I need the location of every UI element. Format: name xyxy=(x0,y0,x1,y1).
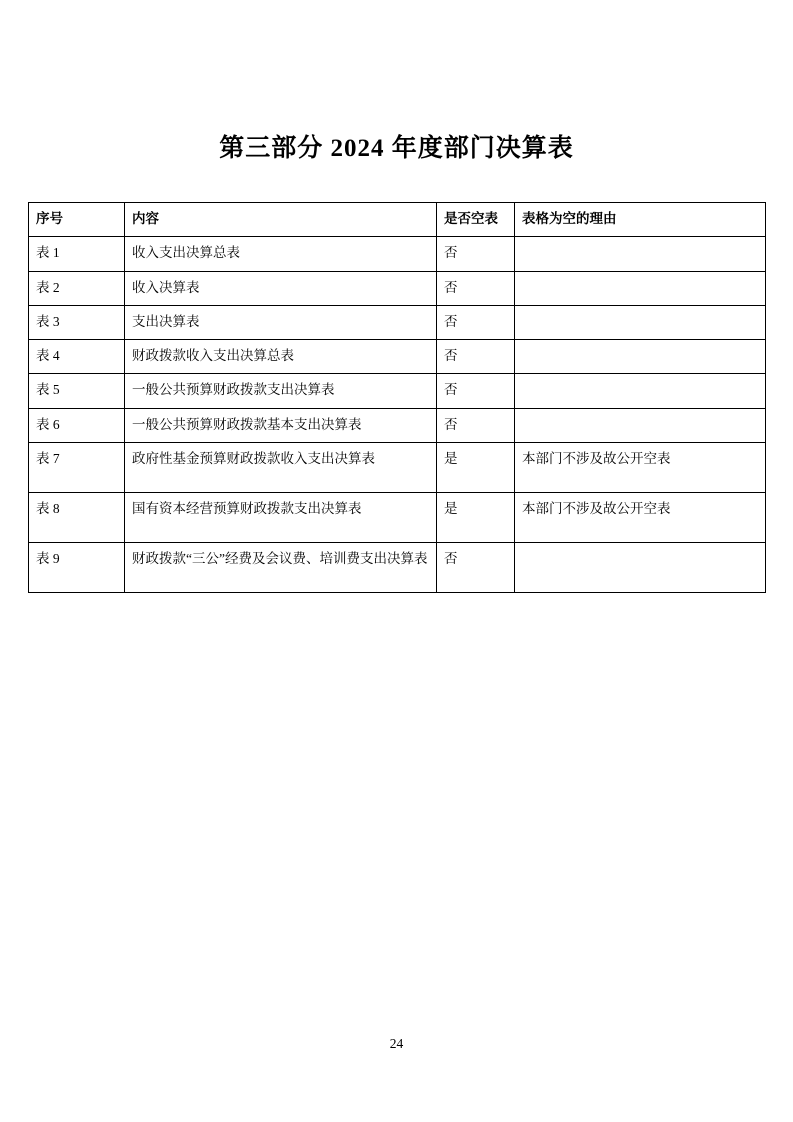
table-body xyxy=(29,237,766,593)
cell-sequence: 表 6 xyxy=(29,408,125,442)
table-row xyxy=(29,271,766,305)
cell-is-empty: 是 xyxy=(437,442,515,492)
cell-is-empty: 否 xyxy=(437,237,515,271)
column-header-sequence: 序号 xyxy=(29,203,125,237)
table-row xyxy=(29,542,766,592)
cell-sequence: 表 1 xyxy=(29,237,125,271)
cell-reason xyxy=(515,340,766,374)
cell-content: 财政拨款收入支出决算总表 xyxy=(125,340,437,374)
cell-reason: 本部门不涉及故公开空表 xyxy=(515,442,766,492)
table-row xyxy=(29,492,766,542)
table-row xyxy=(29,305,766,339)
cell-reason xyxy=(515,542,766,592)
page-title: 第三部分 2024 年度部门决算表 xyxy=(219,135,574,162)
cell-content: 国有资本经营预算财政拨款支出决算表 xyxy=(125,492,437,542)
table-header xyxy=(29,203,766,237)
budget-tables-list xyxy=(28,202,765,593)
column-header-is-empty: 是否空表 xyxy=(437,203,515,237)
table-row xyxy=(29,408,766,442)
page-number: 24 xyxy=(389,1036,404,1051)
cell-content: 收入决算表 xyxy=(125,271,437,305)
cell-is-empty: 否 xyxy=(437,305,515,339)
cell-reason xyxy=(515,408,766,442)
column-header-reason: 表格为空的理由 xyxy=(515,203,766,237)
cell-reason xyxy=(515,374,766,408)
table-row xyxy=(29,442,766,492)
cell-sequence: 表 3 xyxy=(29,305,125,339)
cell-is-empty: 否 xyxy=(437,374,515,408)
cell-sequence: 表 5 xyxy=(29,374,125,408)
cell-content: 政府性基金预算财政拨款收入支出决算表 xyxy=(125,442,437,492)
cell-reason xyxy=(515,237,766,271)
cell-content: 一般公共预算财政拨款支出决算表 xyxy=(125,374,437,408)
cell-content: 支出决算表 xyxy=(125,305,437,339)
table-row xyxy=(29,237,766,271)
table-row xyxy=(29,340,766,374)
cell-reason xyxy=(515,305,766,339)
cell-sequence: 表 9 xyxy=(29,542,125,592)
cell-content: 财政拨款“三公”经费及会议费、培训费支出决算表 xyxy=(125,542,437,592)
cell-sequence: 表 7 xyxy=(29,442,125,492)
cell-is-empty: 否 xyxy=(437,542,515,592)
cell-is-empty: 是 xyxy=(437,492,515,542)
cell-is-empty: 否 xyxy=(437,408,515,442)
cell-reason: 本部门不涉及故公开空表 xyxy=(515,492,766,542)
cell-reason xyxy=(515,271,766,305)
cell-is-empty: 否 xyxy=(437,340,515,374)
cell-sequence: 表 4 xyxy=(29,340,125,374)
cell-is-empty: 否 xyxy=(437,271,515,305)
table-row xyxy=(29,374,766,408)
cell-sequence: 表 2 xyxy=(29,271,125,305)
budget-tables-table xyxy=(28,202,766,593)
cell-content: 收入支出决算总表 xyxy=(125,237,437,271)
column-header-content: 内容 xyxy=(125,203,437,237)
table-header-row xyxy=(29,203,766,237)
cell-sequence: 表 8 xyxy=(29,492,125,542)
cell-content: 一般公共预算财政拨款基本支出决算表 xyxy=(125,408,437,442)
